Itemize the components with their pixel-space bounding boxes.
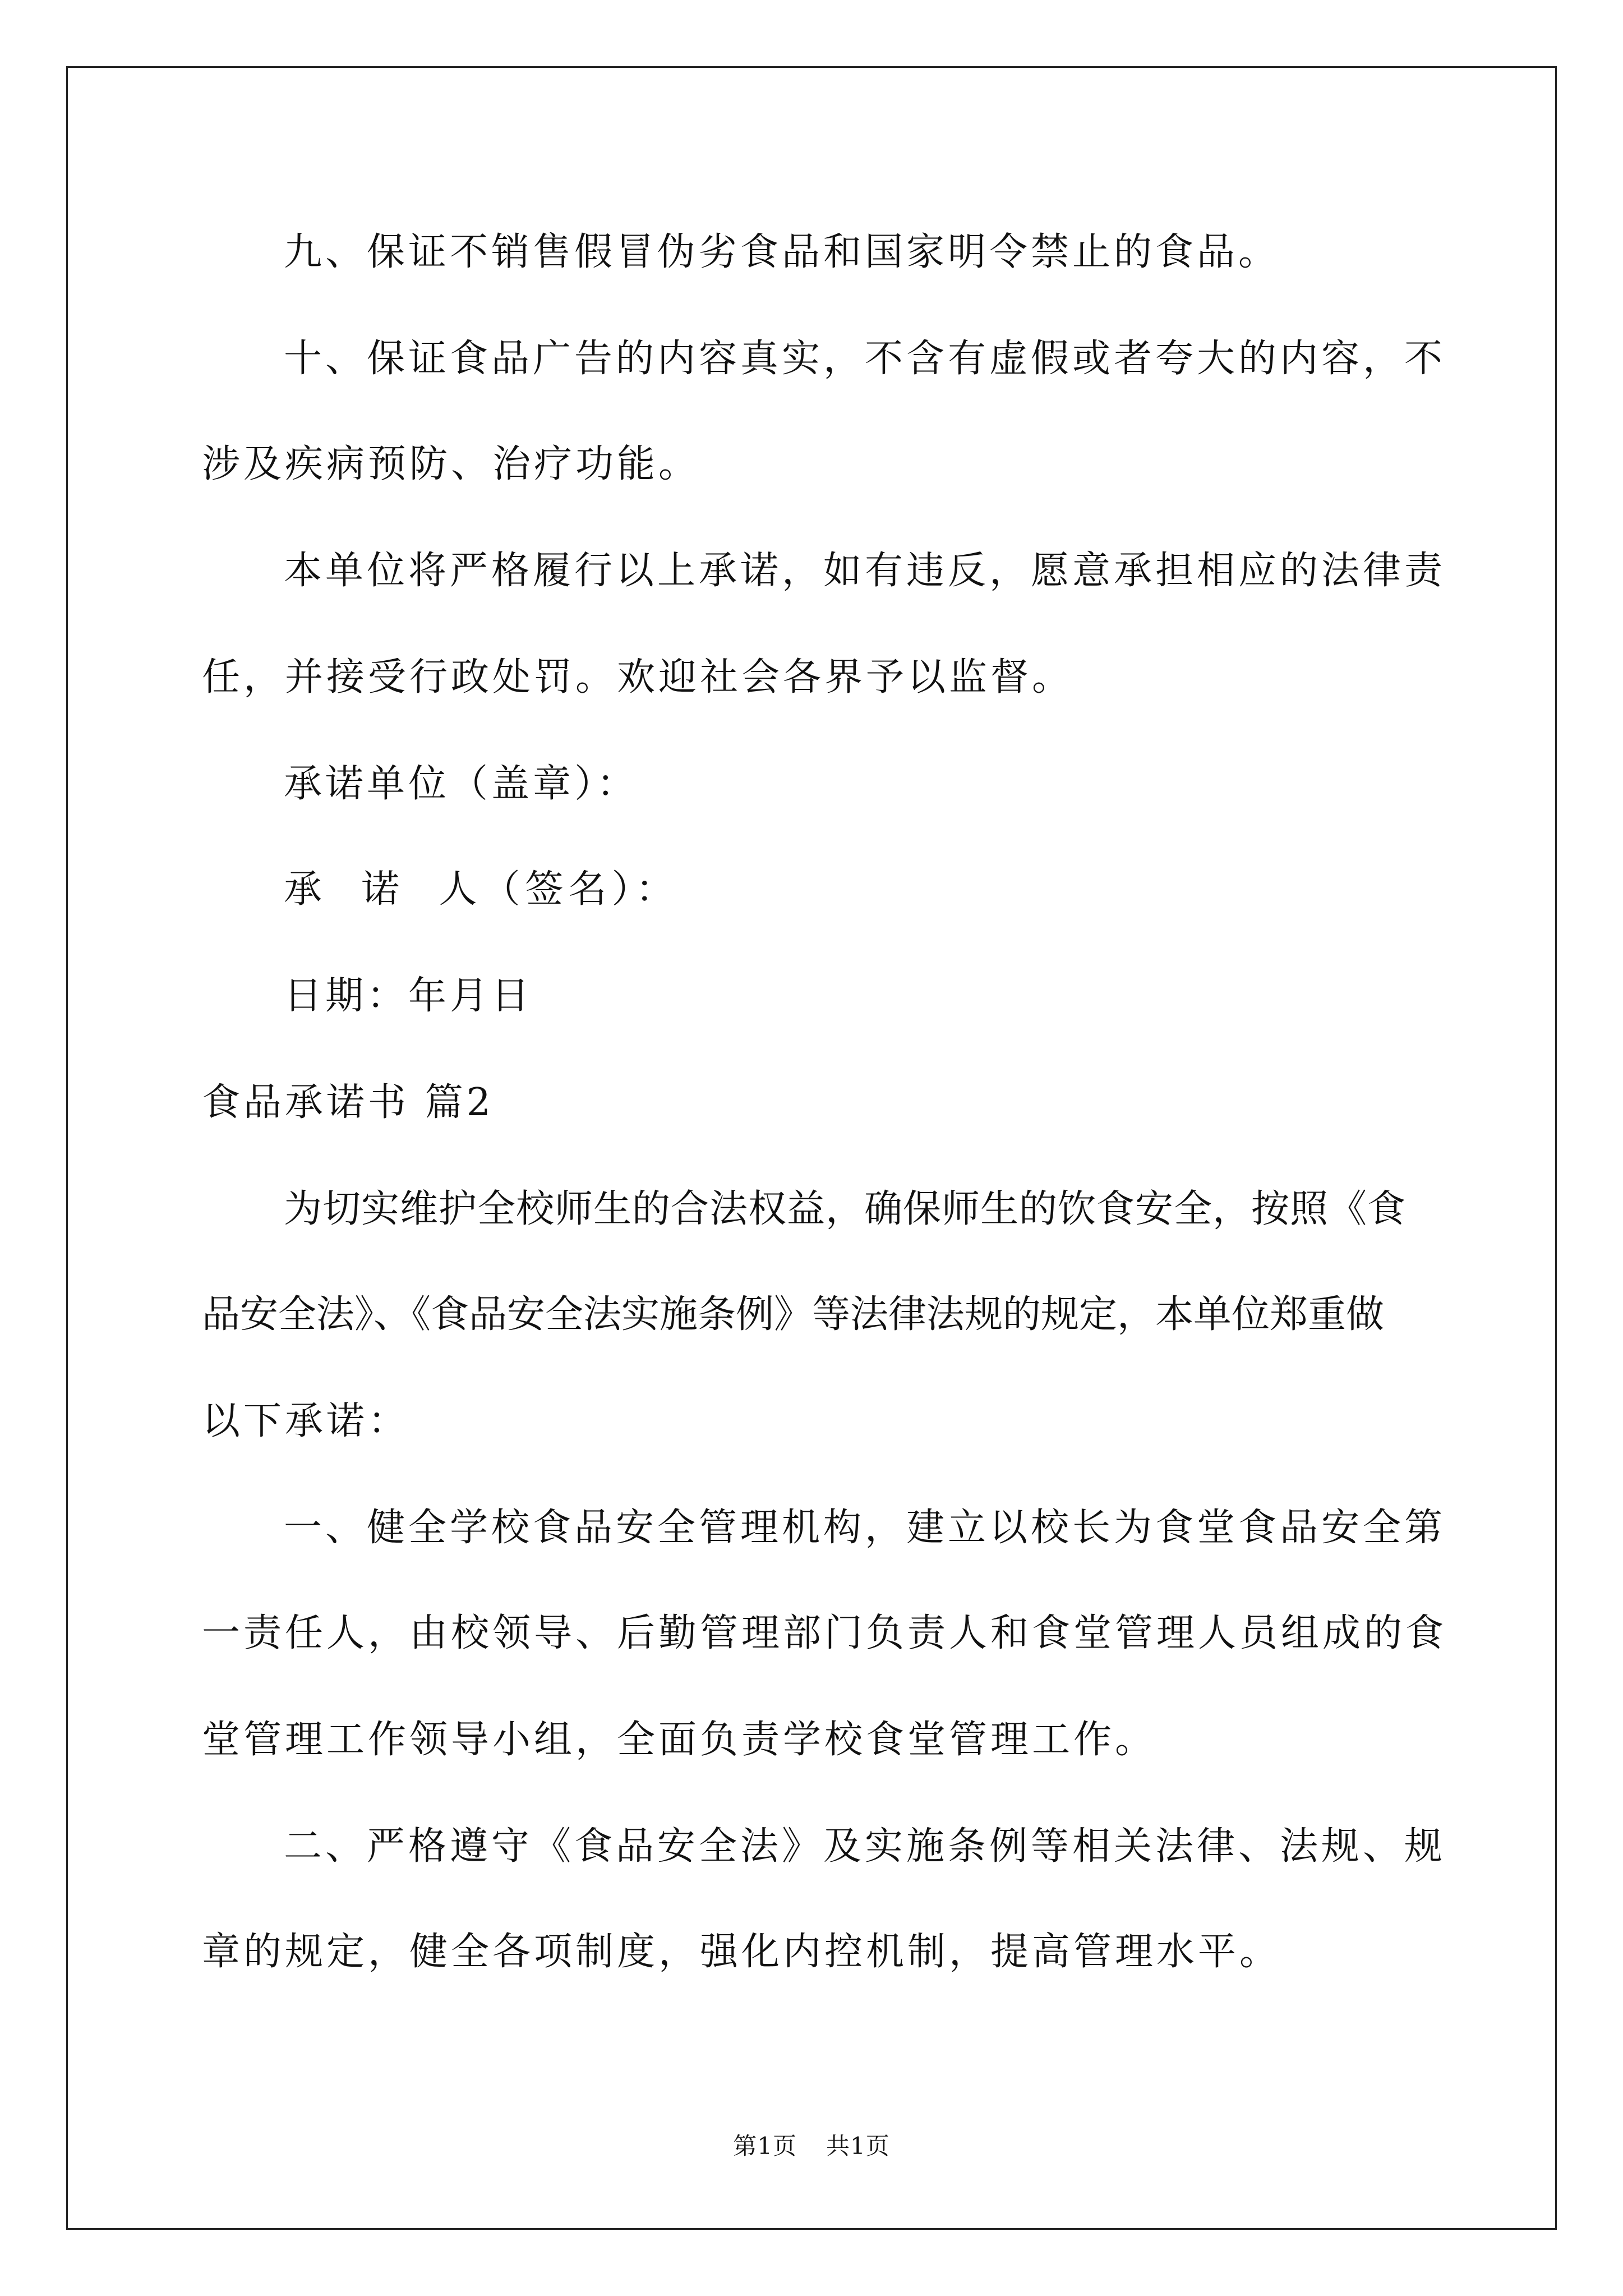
paragraph-line: 堂管理工作领导小组，全面负责学校食堂管理工作。 bbox=[202, 1718, 1157, 1762]
paragraph-line: 章的规定，健全各项制度，强化内控机制，提高管理水平。 bbox=[202, 1930, 1281, 1974]
paragraph-line: 为切实维护全校师生的合法权益，确保师生的饮食安全，按照《食 bbox=[284, 1187, 1407, 1231]
paragraph-line: 一责任人，由校领导、后勤管理部门负责人和食堂管理人员组成的食 bbox=[202, 1611, 1447, 1655]
signature-person-line: 承 诺 人（签名）： bbox=[284, 867, 679, 912]
paragraph-line: 十、保证食品广告的内容真实，不含有虚假或者夸大的内容，不 bbox=[284, 337, 1446, 381]
page-border bbox=[66, 66, 1557, 2230]
paragraph-line: 九、保证不销售假冒伪劣食品和国家明令禁止的食品。 bbox=[284, 230, 1280, 274]
section-heading: 食品承诺书 篇2 bbox=[202, 1080, 494, 1125]
page-number-total: 共1页 bbox=[826, 2132, 890, 2160]
paragraph-line: 一、健全学校食品安全管理机构，建立以校长为食堂食品安全第 bbox=[284, 1506, 1446, 1550]
page-footer bbox=[0, 2131, 1623, 2162]
paragraph-line: 涉及疾病预防、治疗功能。 bbox=[202, 442, 700, 486]
paragraph-line: 品安全法》、《食品安全法实施条例》等法律法规的规定，本单位郑重做 bbox=[202, 1292, 1385, 1337]
paragraph-line: 二、严格遵守《食品安全法》及实施条例等相关法律、法规、规 bbox=[284, 1824, 1446, 1869]
paragraph-line: 以下承诺： bbox=[202, 1399, 410, 1443]
date-line: 日期：年月日 bbox=[284, 974, 533, 1018]
page-number-current: 第1页 bbox=[733, 2132, 797, 2160]
signature-unit-line: 承诺单位（盖章）： bbox=[284, 762, 639, 806]
paragraph-line: 任，并接受行政处罚。欢迎社会各界予以监督。 bbox=[202, 655, 1074, 700]
paragraph-line: 本单位将严格履行以上承诺，如有违反，愿意承担相应的法律责 bbox=[284, 549, 1446, 593]
